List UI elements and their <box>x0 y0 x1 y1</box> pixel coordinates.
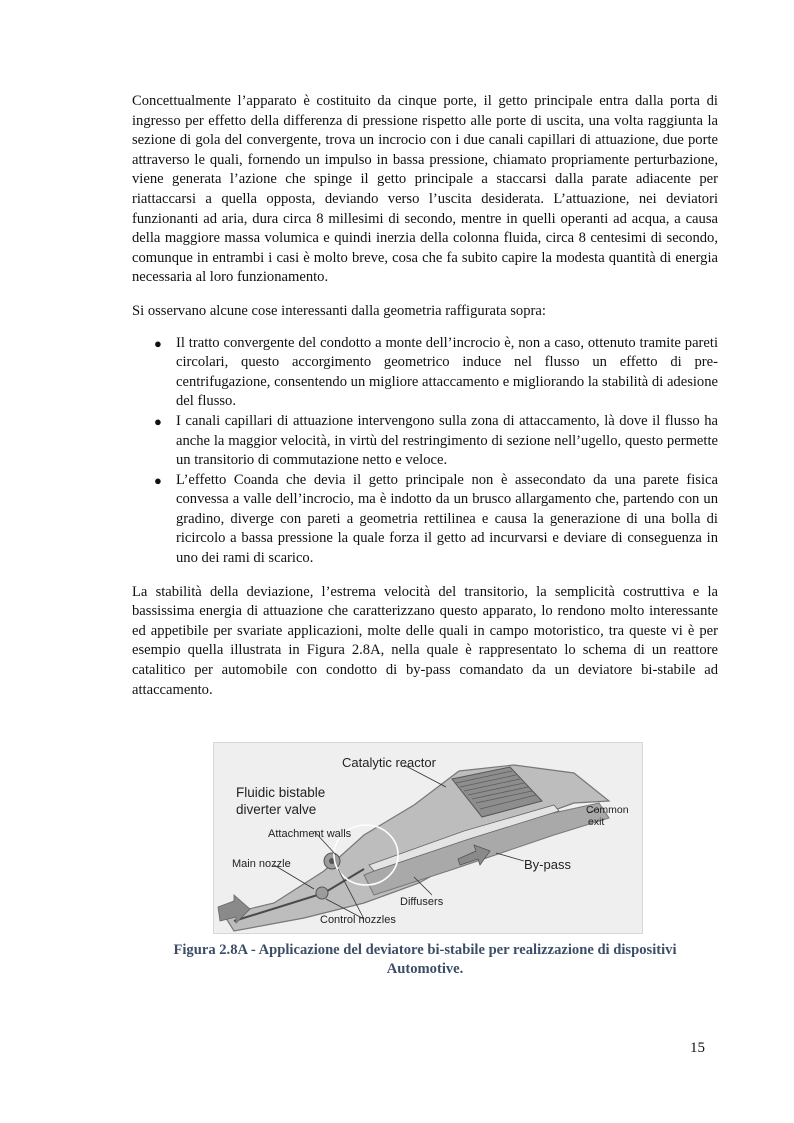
figure-diagram <box>213 742 643 934</box>
caption-line-2: Automotive. <box>386 961 464 977</box>
label-fluidic-1: Fluidic bistable <box>236 785 326 800</box>
bullet-icon: ● <box>154 335 162 351</box>
bullet-icon: ● <box>154 472 162 488</box>
diverter-diagram <box>214 743 642 933</box>
page-content <box>132 92 718 700</box>
paragraph-2: Si osservano alcune cose interessanti dalla geometria raffigurata sopra: <box>132 302 546 319</box>
label-common-2: exit <box>588 816 605 828</box>
label-main-nozzle: Main nozzle <box>232 858 291 870</box>
paragraph-3: La stabilità della deviazione, l’estrema velocità del transitorio, la semplicità costruttiva e la bassissima energia di attuazione che caratterizzano questo apparato, lo rendono molto interessante ed appetibile per svariate applicazioni, molte delle quali in campo motoristico, tra queste vi è per esempio quella illustrata in Figura 2.8A, nella quale è rappresentato lo schema di un reattore catalitico per automobile con condotto di by-pass comandato da un deviatore bi-stabile ad attaccamento. <box>132 583 718 698</box>
bullet-item <box>132 471 718 569</box>
paragraph-1: Concettualmente l’apparato è costituito da cinque porte, il getto principale entra dalla porta di ingresso per effetto della differenza di pressione rispetto alle porte di uscita, una volta raggiunta la sezione di gola del convergente, trova un incrocio con i due canali capillari di attuazione, due porte attraverso le quali, fornendo un impulso in bassa pressione, chiamato propriamente perturbazione, viene generata l’azione che spinge il getto principale a staccarsi dalla parate adiacente per riattaccarsi a quella opposta, deviando verso l’uscita desiderata. L’attuazione, nei deviatori funzionanti ad aria, dura circa 8 millesimi di secondo, mentre in quelli operanti ad acqua, a causa della maggiore massa volumica e quindi inerzia della colonna fluida, circa 8 centesimi di secondo, comunque in entrambi i casi è molto breve, cosa che fa subito capire la modesta quantità di energia necessaria al loro funzionamento. <box>132 93 718 286</box>
label-by-pass: By-pass <box>524 857 571 872</box>
bullet-icon: ● <box>154 413 162 429</box>
bullet-list <box>132 334 718 569</box>
caption-line-1: Figura 2.8A - Applicazione del deviatore bi-stabile per realizzazione di dispositivi <box>173 942 677 958</box>
label-attachment-walls: Attachment walls <box>268 828 352 840</box>
bullet-text: I canali capillari di attuazione intervengono sulla zona di attaccamento, là dove il flusso ha anche la maggior velocità, in virtù del restringimento di sezione nell’ugello, questo permette un transitorio di commutazione netto e veloce. <box>176 412 718 469</box>
bullet-item <box>132 412 718 471</box>
page-number: 15 <box>690 1040 705 1056</box>
bullet-text: L’effetto Coanda che devia il getto principale non è assecondato da una parete fisica convessa a valle dell’incrocio, ma è indotto da un brusco allargamento che, partendo con un gradino, diverge con pareti a geometria rettilinea e causa la generazione di una bolla di ricircolo a bassa pressione la quale forza il getto ad incurvarsi e deviare di conseguenza in uno dei rami di scarico. <box>176 471 718 567</box>
bullet-item <box>132 334 718 412</box>
label-diffusers: Diffusers <box>400 896 444 908</box>
label-control-nozzles: Control nozzles <box>320 914 396 926</box>
label-catalytic-reactor: Catalytic reactor <box>342 755 436 770</box>
figure-caption <box>132 941 718 979</box>
label-common-1: Common <box>586 804 629 816</box>
label-fluidic-2: diverter valve <box>236 802 317 817</box>
bullet-text: Il tratto convergente del condotto a monte dell’incrocio è, non a caso, ottenuto tramite pareti circolari, questo accorgimento geometrico induce nel flusso un effetto di pre-centrifugazione, consentendo un migliore attaccamento e migliorando la stabilità di adesione del flusso. <box>176 334 718 410</box>
